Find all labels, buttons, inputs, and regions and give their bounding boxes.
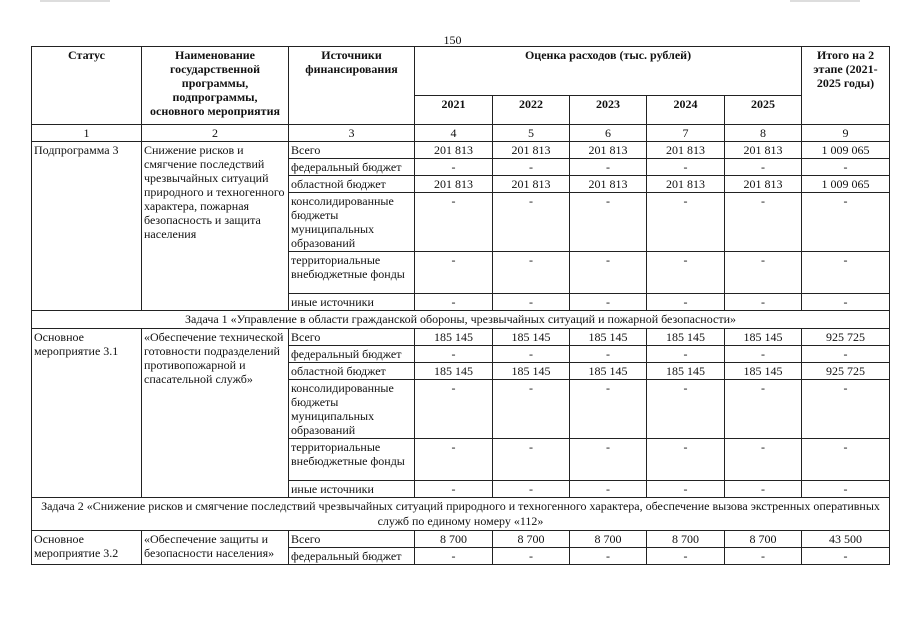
status-cell: Основное мероприятие 3.1 [32, 329, 142, 498]
program-name-cell: «Обеспечение защиты и безопасности населения» [142, 531, 289, 565]
year-value-cell: - [415, 294, 493, 311]
year-value-cell: - [725, 294, 802, 311]
year-value-cell: - [570, 252, 647, 294]
header-name: Наименование государственной программы, подпрограммы, основного мероприятия [142, 47, 289, 125]
year-value-cell: - [415, 380, 493, 439]
year-value-cell: - [570, 193, 647, 252]
year-value-cell: 8 700 [493, 531, 570, 548]
funding-source-cell: иные источники [289, 481, 415, 498]
year-value-cell: 185 145 [725, 329, 802, 346]
table-row [32, 531, 890, 548]
year-value-cell: - [725, 159, 802, 176]
year-value-cell: - [493, 294, 570, 311]
total-value-cell: 1 009 065 [802, 176, 890, 193]
funding-source-cell: областной бюджет [289, 176, 415, 193]
program-name-cell: Снижение рисков и смягчение последствий чрезвычайных ситуаций природного и техногенного характера, пожарная безопасность и защита населения [142, 142, 289, 311]
year-value-cell: - [725, 548, 802, 565]
year-value-cell: 201 813 [493, 176, 570, 193]
header-index-row [32, 125, 890, 142]
year-value-cell: 185 145 [647, 363, 725, 380]
total-value-cell: - [802, 548, 890, 565]
year-value-cell: - [570, 548, 647, 565]
funding-source-cell: Всего [289, 329, 415, 346]
year-value-cell: - [415, 346, 493, 363]
year-value-cell: 201 813 [415, 176, 493, 193]
year-value-cell: 201 813 [570, 142, 647, 159]
total-value-cell: - [802, 294, 890, 311]
year-value-cell: - [415, 193, 493, 252]
year-value-cell: - [725, 193, 802, 252]
header-year: 2023 [570, 96, 647, 125]
year-value-cell: - [725, 439, 802, 481]
header-year: 2025 [725, 96, 802, 125]
year-value-cell: 185 145 [493, 363, 570, 380]
program-name-cell: «Обеспечение технической готовности подразделений противопожарной и спасательной служб» [142, 329, 289, 498]
total-value-cell: - [802, 346, 890, 363]
funding-source-cell: иные источники [289, 294, 415, 311]
year-value-cell: 185 145 [647, 329, 725, 346]
header-total: Итого на 2 этапе (2021-2025 годы) [802, 47, 890, 125]
funding-source-cell: федеральный бюджет [289, 346, 415, 363]
status-cell: Основное мероприятие 3.2 [32, 531, 142, 565]
year-value-cell: - [493, 548, 570, 565]
scan-edge-right [790, 0, 860, 2]
table-body [32, 142, 890, 565]
funding-source-cell: федеральный бюджет [289, 548, 415, 565]
year-value-cell: 201 813 [570, 176, 647, 193]
year-value-cell: - [725, 380, 802, 439]
year-value-cell: - [725, 252, 802, 294]
year-value-cell: 201 813 [415, 142, 493, 159]
year-value-cell: 185 145 [493, 329, 570, 346]
column-index: 1 [32, 125, 142, 142]
total-value-cell: - [802, 193, 890, 252]
header-year: 2024 [647, 96, 725, 125]
column-index: 3 [289, 125, 415, 142]
year-value-cell: - [725, 346, 802, 363]
funding-source-cell: территориальные внебюджетные фонды [289, 252, 415, 294]
column-index: 5 [493, 125, 570, 142]
total-value-cell: - [802, 159, 890, 176]
year-value-cell: - [415, 252, 493, 294]
status-cell: Подпрограмма 3 [32, 142, 142, 311]
year-value-cell: - [415, 481, 493, 498]
column-index: 6 [570, 125, 647, 142]
year-value-cell: - [415, 159, 493, 176]
year-value-cell: - [647, 252, 725, 294]
page-number: 150 [443, 33, 462, 47]
task-title: Задача 2 «Снижение рисков и смягчение последствий чрезвычайных ситуаций природного и техногенного характера, обеспечение вызова экстренных оперативных служб по единому номеру «112» [32, 498, 890, 531]
table-row [32, 329, 890, 346]
budget-table [31, 46, 890, 565]
year-value-cell: - [647, 159, 725, 176]
year-value-cell: - [493, 439, 570, 481]
column-index: 2 [142, 125, 289, 142]
year-value-cell: - [493, 252, 570, 294]
year-value-cell: - [493, 346, 570, 363]
year-value-cell: - [570, 294, 647, 311]
header-estimate: Оценка расходов (тыс. рублей) [415, 47, 802, 96]
year-value-cell: - [570, 481, 647, 498]
header-status: Статус [32, 47, 142, 125]
total-value-cell: - [802, 252, 890, 294]
year-value-cell: - [647, 439, 725, 481]
header-year: 2021 [415, 96, 493, 125]
year-value-cell: - [493, 159, 570, 176]
year-value-cell: 185 145 [570, 329, 647, 346]
task-row [32, 498, 890, 531]
year-value-cell: 185 145 [570, 363, 647, 380]
scan-edge-left [40, 0, 110, 2]
year-value-cell: - [647, 380, 725, 439]
year-value-cell: 201 813 [493, 142, 570, 159]
year-value-cell: - [415, 439, 493, 481]
year-value-cell: 8 700 [415, 531, 493, 548]
year-value-cell: 185 145 [415, 363, 493, 380]
year-value-cell: 201 813 [725, 142, 802, 159]
year-value-cell: 185 145 [725, 363, 802, 380]
year-value-cell: - [570, 439, 647, 481]
year-value-cell: 201 813 [725, 176, 802, 193]
total-value-cell: - [802, 439, 890, 481]
year-value-cell: - [647, 481, 725, 498]
funding-source-cell: Всего [289, 531, 415, 548]
total-value-cell: 1 009 065 [802, 142, 890, 159]
task-title: Задача 1 «Управление в области гражданской обороны, чрезвычайных ситуаций и пожарной безопасности» [32, 311, 890, 329]
funding-source-cell: федеральный бюджет [289, 159, 415, 176]
year-value-cell: - [570, 380, 647, 439]
year-value-cell: - [647, 548, 725, 565]
year-value-cell: - [493, 481, 570, 498]
year-value-cell: - [647, 294, 725, 311]
year-value-cell: - [647, 193, 725, 252]
funding-source-cell: областной бюджет [289, 363, 415, 380]
year-value-cell: 185 145 [415, 329, 493, 346]
task-row [32, 311, 890, 329]
header-year: 2022 [493, 96, 570, 125]
total-value-cell: - [802, 380, 890, 439]
table-row [32, 142, 890, 159]
funding-source-cell: Всего [289, 142, 415, 159]
header-sources: Источники финансирования [289, 47, 415, 125]
total-value-cell: - [802, 481, 890, 498]
year-value-cell: 201 813 [647, 142, 725, 159]
year-value-cell: 8 700 [570, 531, 647, 548]
total-value-cell: 925 725 [802, 363, 890, 380]
funding-source-cell: консолидированные бюджеты муниципальных образований [289, 193, 415, 252]
column-index: 7 [647, 125, 725, 142]
year-value-cell: - [415, 548, 493, 565]
year-value-cell: - [570, 346, 647, 363]
year-value-cell: 8 700 [647, 531, 725, 548]
year-value-cell: - [493, 380, 570, 439]
column-index: 8 [725, 125, 802, 142]
year-value-cell: - [493, 193, 570, 252]
funding-source-cell: территориальные внебюджетные фонды [289, 439, 415, 481]
total-value-cell: 43 500 [802, 531, 890, 548]
year-value-cell: 8 700 [725, 531, 802, 548]
header-row [32, 47, 890, 96]
year-value-cell: - [725, 481, 802, 498]
column-index: 4 [415, 125, 493, 142]
year-value-cell: - [570, 159, 647, 176]
funding-source-cell: консолидированные бюджеты муниципальных образований [289, 380, 415, 439]
total-value-cell: 925 725 [802, 329, 890, 346]
year-value-cell: - [647, 346, 725, 363]
column-index: 9 [802, 125, 890, 142]
year-value-cell: 201 813 [647, 176, 725, 193]
